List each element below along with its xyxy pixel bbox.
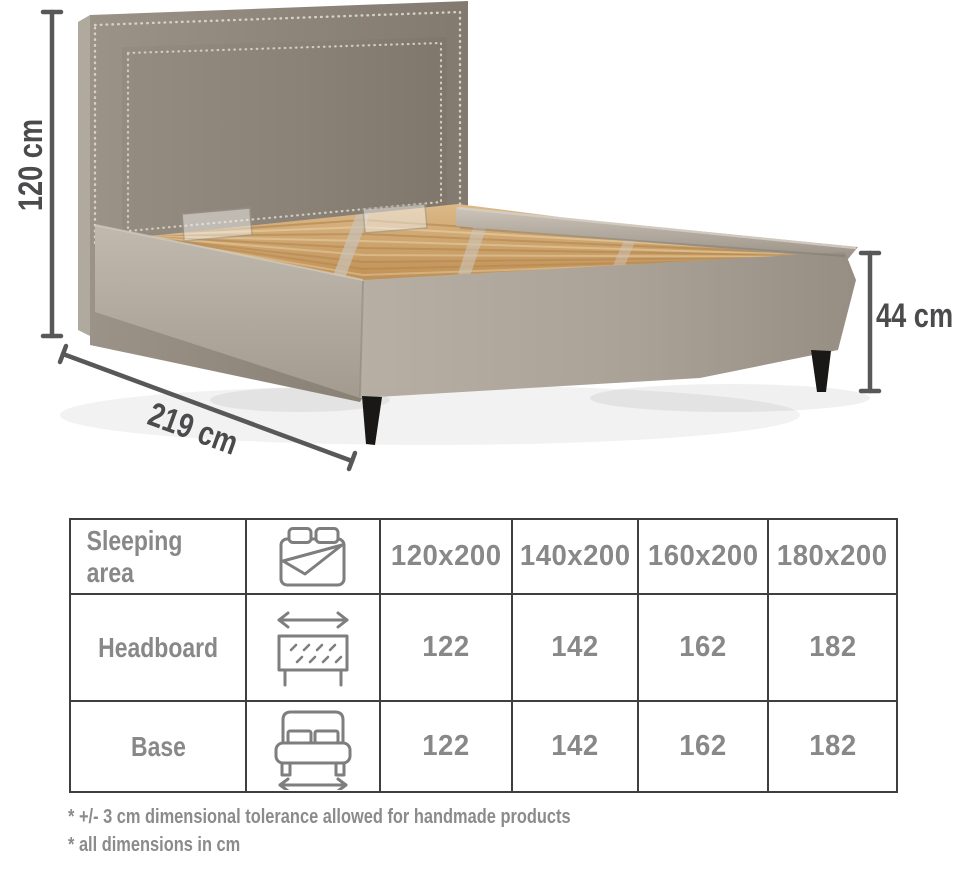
size-value: 142 [513, 702, 639, 791]
row-label-headboard: Headboard [71, 595, 247, 702]
size-value: 142 [513, 595, 639, 702]
headboard-height-label: 120 cm [12, 118, 50, 212]
size-value: 162 [639, 702, 769, 791]
bed-front-view-icon [271, 704, 355, 790]
size-value: 162 [639, 595, 769, 702]
bed-top-view-icon [278, 526, 348, 588]
size-table [69, 518, 898, 793]
size-value: 122 [381, 595, 513, 702]
headboard-width-icon [271, 609, 355, 687]
size-value: 180x200 [769, 520, 896, 595]
base-height-label: 44 cm [876, 297, 954, 335]
footnotes [68, 803, 681, 859]
row-icon-sleeping-area [247, 520, 381, 595]
row-icon-headboard [247, 595, 381, 702]
row-icon-base [247, 702, 381, 791]
length-label: 219 cm [143, 395, 243, 463]
size-value: 120x200 [381, 520, 513, 595]
row-label-sleeping-area: Sleeping area [71, 520, 247, 595]
size-value: 160x200 [639, 520, 769, 595]
row-label-base: Base [71, 702, 247, 791]
size-value: 182 [769, 595, 896, 702]
size-value: 140x200 [513, 520, 639, 595]
size-value: 182 [808, 730, 857, 762]
footnote-tolerance: * +/- 3 cm dimensional tolerance allowed for handmade products [68, 806, 571, 828]
footnote-units: * all dimensions in cm [68, 834, 241, 856]
size-value: 122 [381, 702, 513, 791]
